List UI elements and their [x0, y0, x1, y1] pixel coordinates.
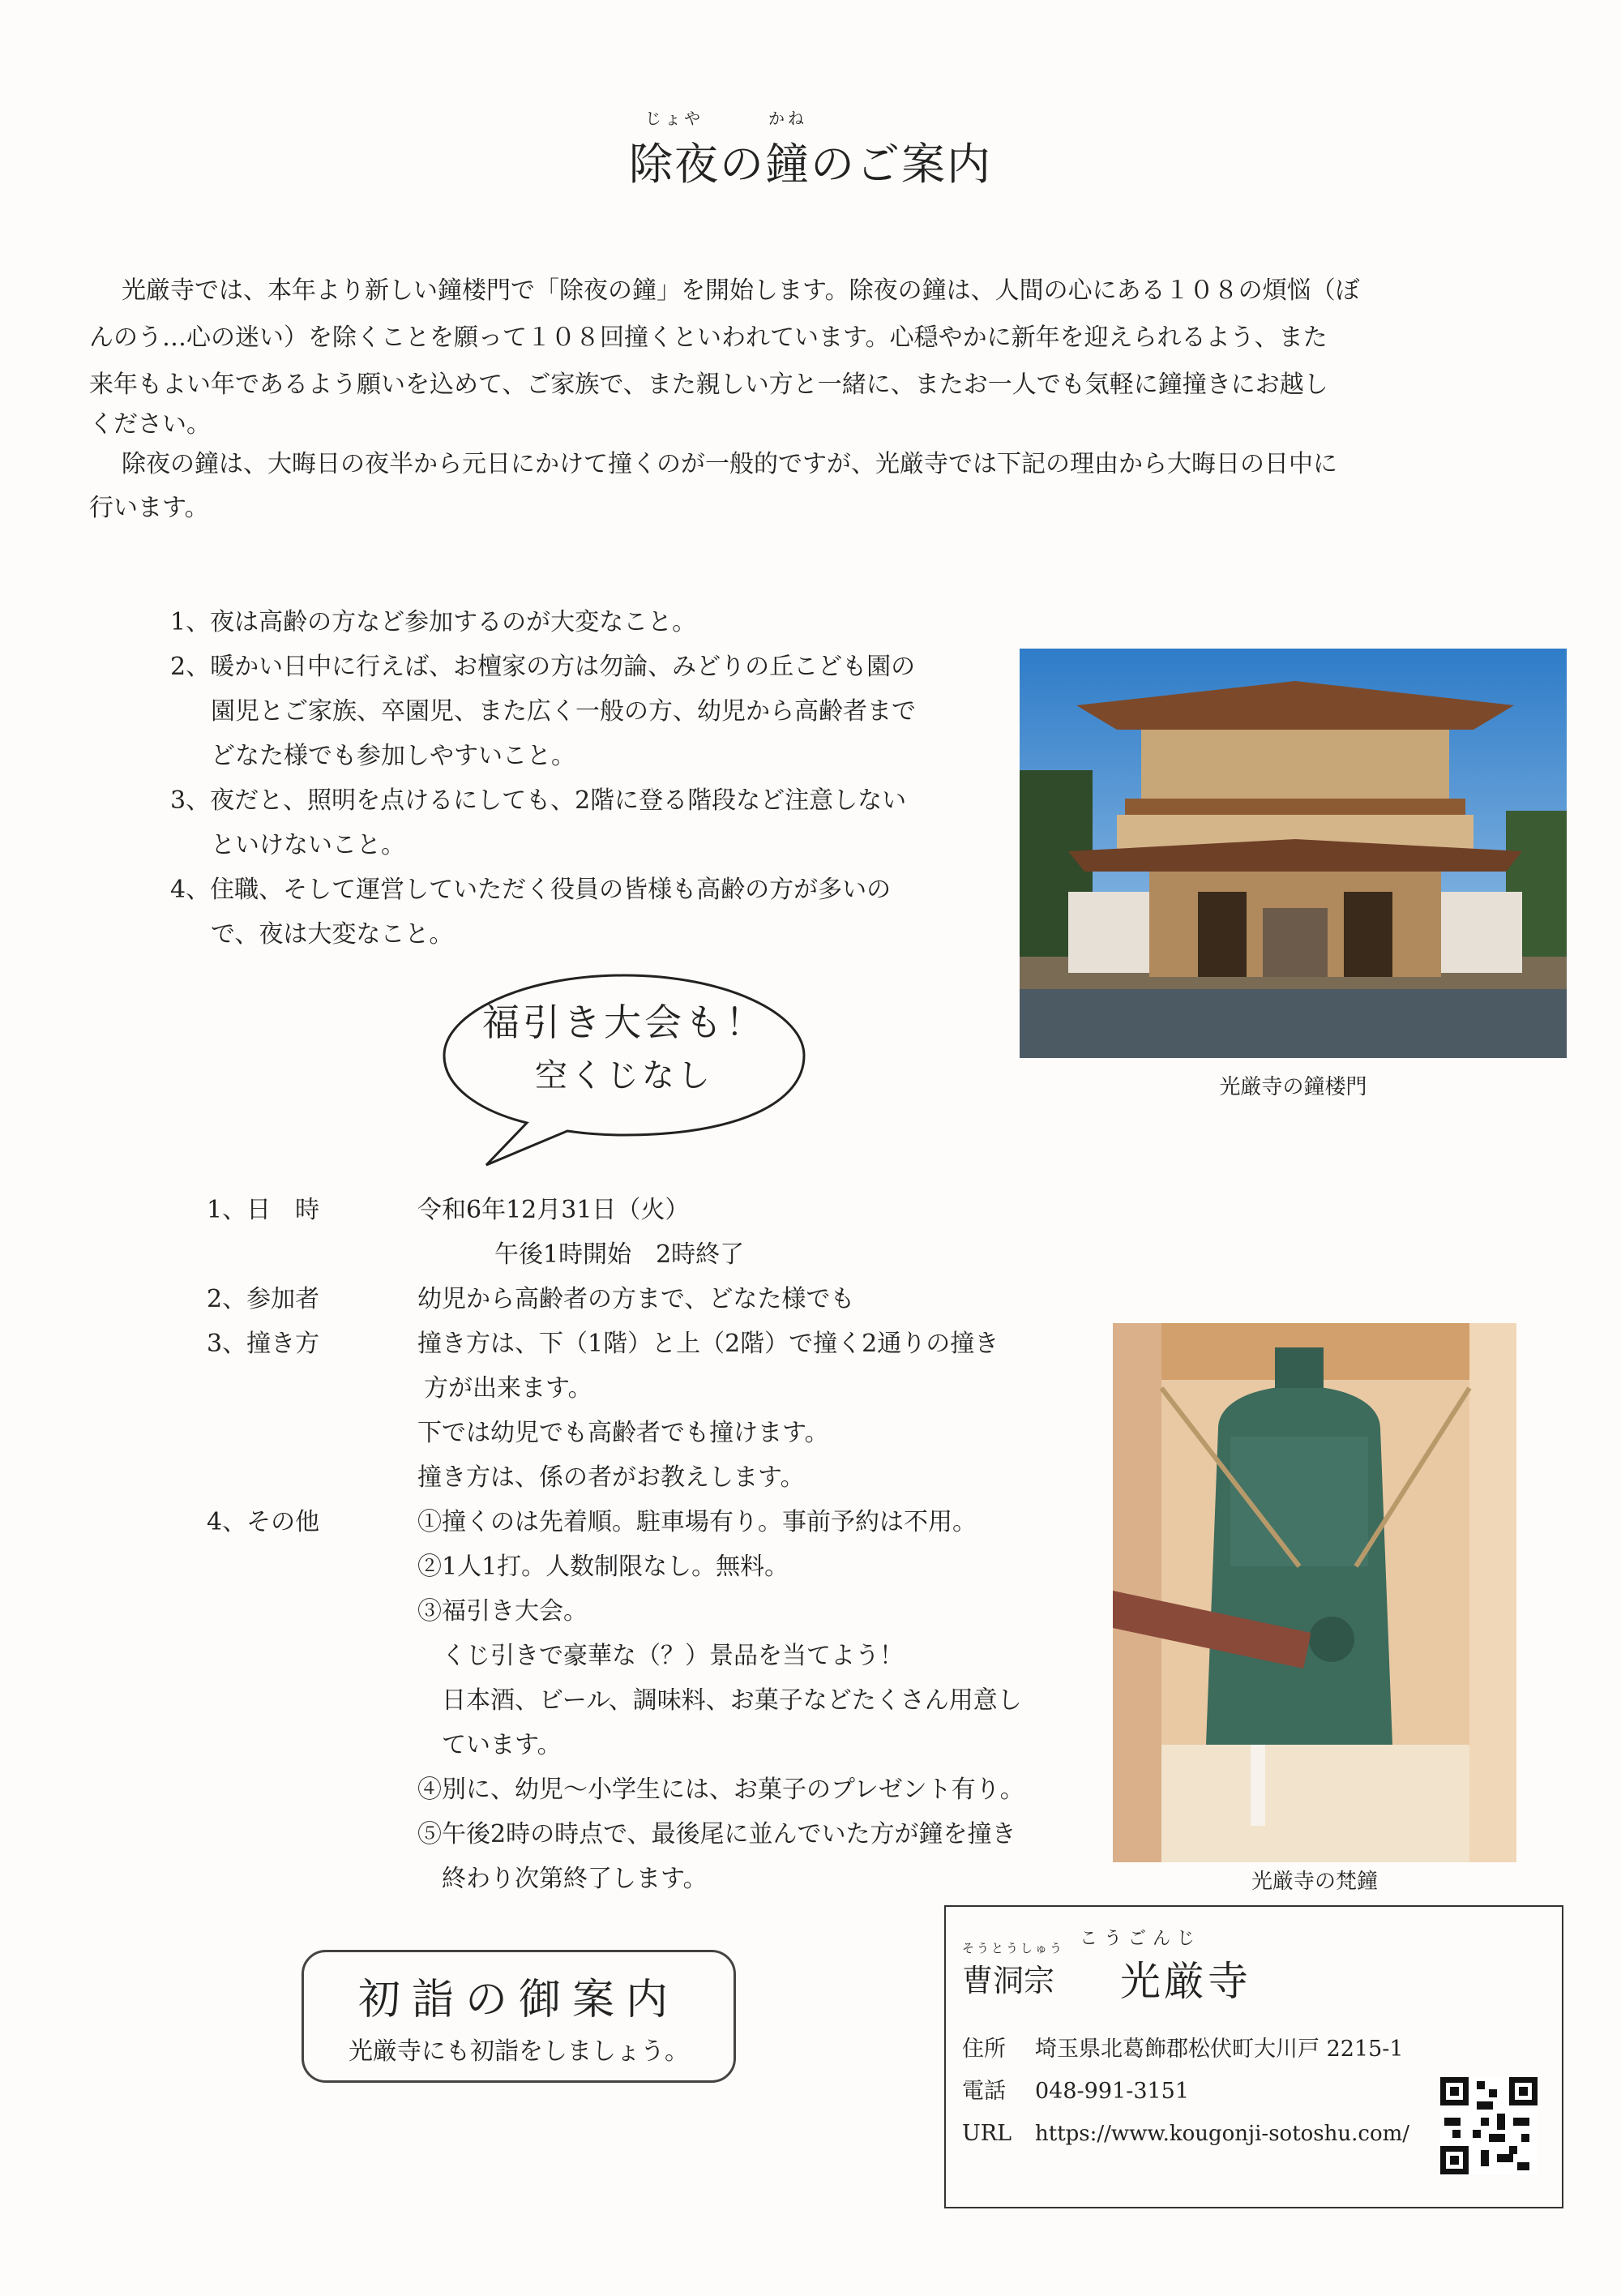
reason-line: 1、夜は高齢の方など参加するのが大変なこと。 [170, 608, 697, 636]
url-value[interactable]: https://www.kougonji-sotoshu.com/ [1035, 2122, 1410, 2146]
qr-code-icon[interactable] [1440, 2077, 1538, 2174]
temple-bell-caption: 光厳寺の梵鐘 [1251, 1870, 1378, 1894]
detail-value: 令和6年12月31日（火） [417, 1196, 690, 1224]
detail-value: ⑤午後2時の時点で、最後尾に並んでいた方が鐘を撞き [417, 1820, 1016, 1848]
intro-text [89, 268, 1508, 529]
intro-line: 光厳寺では、本年より新しい鐘楼門で「除夜の鐘」を開始します。除夜の鐘は、人間の心にある１０８の煩悩（ぼ [122, 276, 1360, 305]
title-furigana-kane: かね [768, 109, 807, 128]
intro-line: 除夜の鐘は、大晦日の夜半から元日にかけて撞くのが一般的ですが、光厳寺では下記の理由から大晦日の日中に [122, 450, 1337, 478]
detail-row-participants [207, 1277, 1098, 1321]
title-char: 鐘 [765, 139, 810, 190]
temple-name-furigana: こうごんじ [1080, 1929, 1202, 1949]
detail-value: ④別に、幼児～小学生には、お菓子のプレゼント有り。 [417, 1776, 1024, 1804]
title-rest: のご案内 [810, 139, 992, 190]
detail-value: 午後1時開始 2時終了 [494, 1240, 745, 1269]
intro-line: 来年もよい年であるよう願いを込めて、ご家族で、また親しい方と一緒に、またお一人でも気軽に鐘撞きにお越し [89, 371, 1328, 399]
title-char: 夜 [674, 139, 720, 190]
phone-value: 048-991-3151 [1035, 2079, 1190, 2104]
url-row [962, 2113, 1416, 2155]
bubble-line-2: 空くじなし [535, 1057, 713, 1094]
reason-item [170, 867, 1021, 957]
reason-line: 2、暖かい日中に行えば、お檀家の方は勿論、みどりの丘こども園の [170, 653, 916, 681]
bell-tower-caption: 光厳寺の鐘楼門 [1219, 1075, 1367, 1099]
detail-row-method [207, 1321, 1098, 1500]
reason-line: どなた様でも参加しやすいこと。 [211, 742, 575, 770]
address-label: 住所 [962, 2037, 1006, 2062]
bell-tower-gate-photo [1020, 649, 1567, 1058]
detail-row-other [207, 1500, 1098, 1901]
hatsumode-subtitle: 光厳寺にも初詣をしましょう。 [349, 2037, 689, 2066]
address-value: 埼玉県北葛飾郡松伏町大川戸 2215-1 [1035, 2037, 1404, 2062]
bubble-line-1: 福引き大会も！ [482, 1000, 766, 1044]
detail-value: ②1人1打。人数制限なし。無料。 [417, 1553, 789, 1581]
detail-value: 日本酒、ビール、調味料、お菓子などたくさん用意し [442, 1686, 1022, 1715]
detail-value: 方が出来ます。 [424, 1374, 592, 1403]
reason-item [170, 778, 1021, 867]
detail-value: 終わり次第終了します。 [442, 1865, 708, 1893]
event-details [207, 1188, 1098, 1901]
detail-row-date [207, 1188, 1098, 1277]
detail-value: ③福引き大会。 [417, 1597, 588, 1626]
title-char: の [720, 139, 765, 190]
detail-value: 下では幼児でも高齢者でも撞けます。 [417, 1419, 829, 1447]
bell-tower-gate-image [1020, 649, 1567, 1058]
reason-line: で、夜は大変なこと。 [211, 920, 454, 949]
reasons-list [170, 600, 1021, 957]
bubble-content [438, 993, 810, 1096]
temple-name: 光厳寺 [1120, 1958, 1251, 2005]
detail-value: ています。 [442, 1731, 562, 1759]
detail-label: 4、その他 [207, 1508, 320, 1536]
intro-line: 行います。 [89, 494, 209, 522]
temple-info-box [944, 1905, 1563, 2208]
sect-name: 曹洞宗 [962, 1963, 1055, 1998]
title-furigana-joya: じょや [645, 109, 704, 128]
detail-label: 2、参加者 [207, 1285, 320, 1313]
reason-line: 4、住職、そして運営していただく役員の皆様も高齢の方が多いの [170, 876, 892, 904]
reason-line: 園児とご家族、卒園児、また広く一般の方、幼児から高齢者まで [211, 697, 916, 726]
temple-bell-photo [1113, 1323, 1516, 1862]
detail-value: 撞き方は、係の者がお教えします。 [417, 1463, 805, 1492]
phone-row [962, 2071, 1416, 2113]
hatsumode-title: 初詣の御案内 [357, 1976, 679, 2024]
sect-furigana: そうとうしゅう [962, 1941, 1065, 1955]
reason-line: 3、夜だと、照明を点けるにしても、2階に登る階段など注意しない [170, 786, 907, 815]
temple-bell-image [1113, 1323, 1516, 1862]
address-row [962, 2028, 1416, 2071]
reason-item [170, 645, 1021, 778]
temple-contact [962, 2028, 1416, 2155]
detail-value: 幼児から高齢者の方まで、どなた様でも [417, 1285, 855, 1313]
page-title [0, 109, 1621, 192]
url-label: URL [962, 2121, 1012, 2146]
hatsumode-box [302, 1950, 736, 2083]
detail-label: 3、撞き方 [207, 1330, 320, 1358]
detail-value: ①撞くのは先着順。駐車場有り。事前予約は不用。 [417, 1508, 977, 1536]
reason-line: といけないこと。 [211, 831, 405, 859]
title-char: 除 [629, 139, 674, 190]
detail-value: 撞き方は、下（1階）と上（2階）で撞く2通りの撞き [417, 1330, 999, 1358]
intro-line: ください。 [89, 410, 211, 439]
detail-label: 1、日 時 [207, 1196, 320, 1224]
reason-item [170, 600, 1021, 645]
detail-value: くじ引きで豪華な（？）景品を当てよう！ [442, 1642, 904, 1670]
intro-line: んのう…心の迷い）を除くことを願って１０８回撞くといわれています。心穏やかに新年を迎えられるよう、また [89, 323, 1328, 352]
phone-label: 電話 [962, 2079, 1006, 2104]
